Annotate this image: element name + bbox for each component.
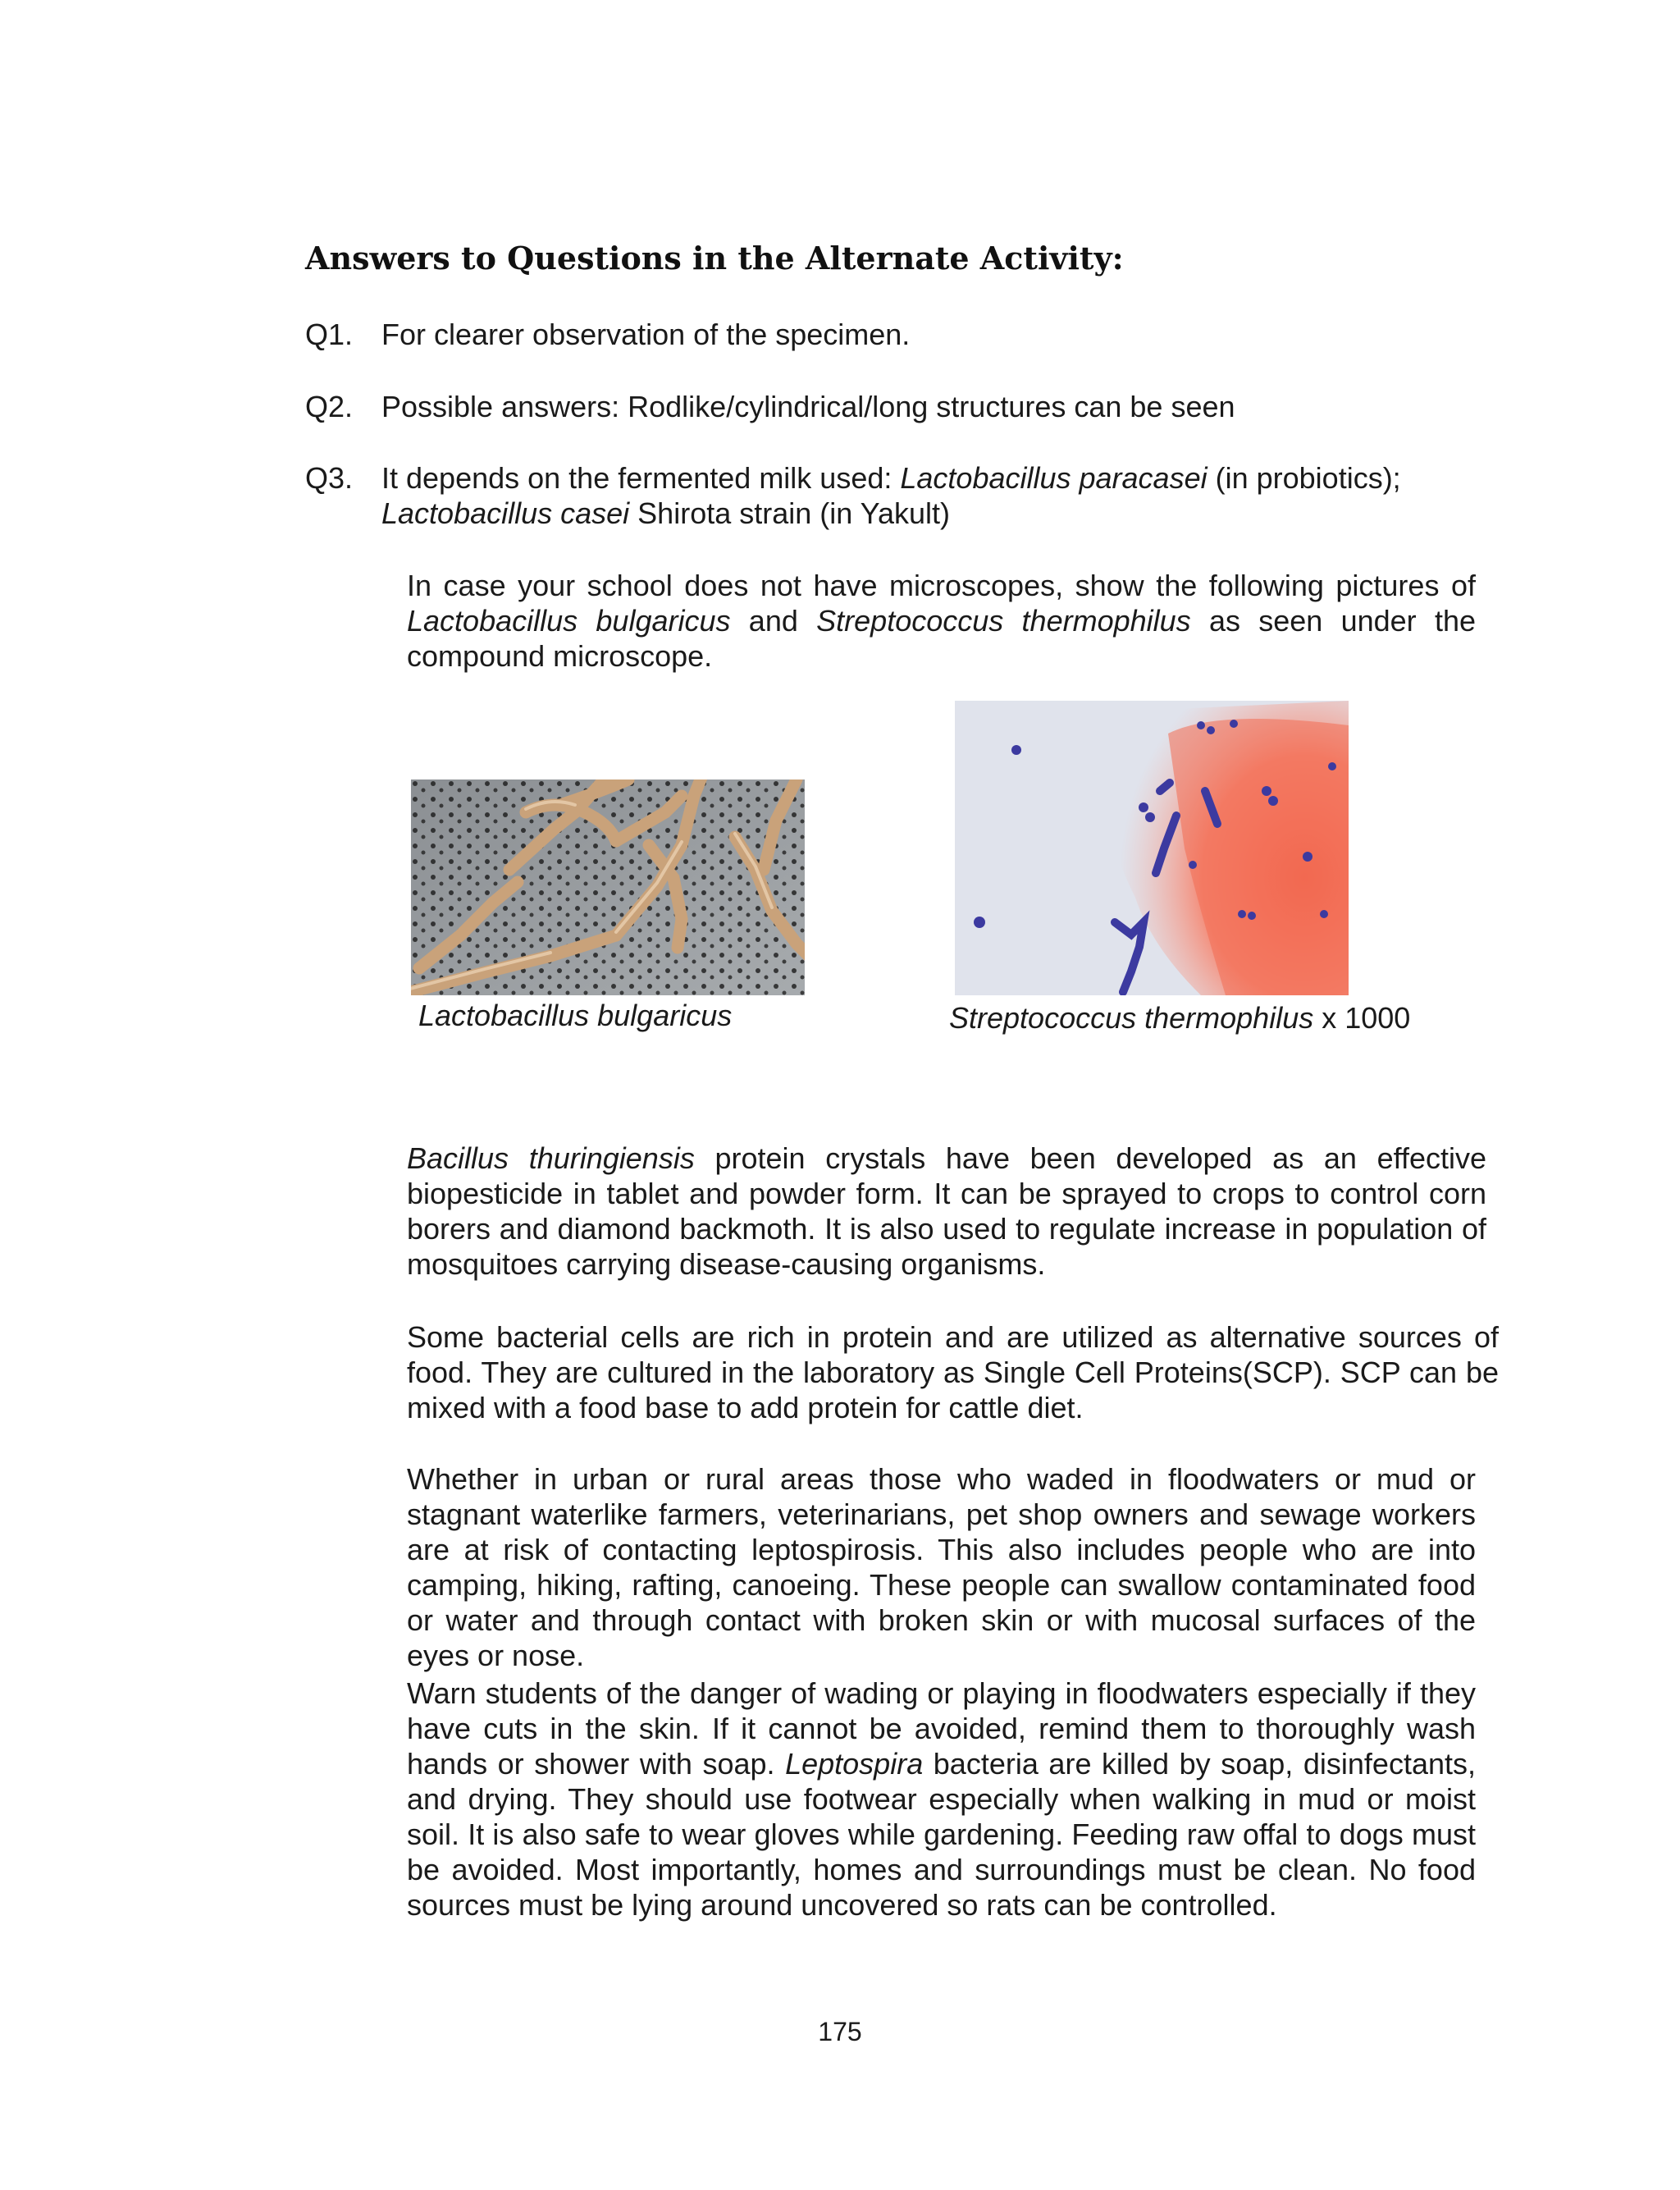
text-run: as seen under the compound microscope. [407, 604, 1477, 673]
species-name: Bacillus thuringiensis [407, 1141, 695, 1175]
text-run: bacteria are killed by soap, disinfectants, and drying. They should use footwear especially when walking in mud or moist soil. It is also safe to wear gloves while gardening. Feeding raw offal to dogs must be avoided. Most importantly, homes and surroundings must be clean. No food sources must be lying around uncovered so rats can be controlled. [407, 1747, 1476, 1922]
answer-text-part: Shirota strain (in Yakult) [629, 496, 951, 530]
text-run: In case your school does not have microscopes, show the following pictures of [407, 569, 1476, 602]
warning-paragraph [305, 1676, 1476, 1923]
answer-text-part: It depends on the fermented milk used: [381, 461, 901, 495]
intro-paragraph [305, 568, 1476, 674]
question-number: Q2. [305, 390, 354, 423]
streptococcus-micrograph [955, 701, 1349, 995]
answer-text-part: (in probiotics); [1207, 461, 1401, 495]
text-run: Some bacterial cells are rich in protein and are utilized as alternative sources of food. They are cultured in the laboratory as Single Cell Proteins(SCP). SCP can be mixed with a food base to add protein for cattle diet. [407, 1320, 1499, 1424]
text-run: and [730, 604, 817, 638]
answer-text [381, 460, 1680, 531]
caption-suffix: x 1000 [1313, 1001, 1411, 1035]
page-number: 175 [818, 2017, 862, 2046]
species-name: Leptospira [785, 1747, 924, 1781]
figure-caption-lactobacillus [418, 998, 732, 1033]
leptospirosis-paragraph [305, 1461, 1476, 1673]
species-name: Lactobacillus paracasei [900, 461, 1208, 495]
species-name: Lactobacillus casei [381, 496, 630, 530]
caption-species: Streptococcus thermophilus [949, 1001, 1314, 1035]
text-run: Whether in urban or rural areas those who waded in floodwaters or mud or stagnant waterlike farmers, veterinarians, pet shop owners and sewage workers are at risk of contacting leptospirosis. This also includes people who are into camping, hiking, rafting, canoeing. These people can swallow contaminated food or water and through contact with broken skin or with mucosal surfaces of the eyes or nose. [407, 1462, 1476, 1672]
figure-caption-streptococcus [949, 1000, 1410, 1036]
streptococcus-image [955, 701, 1349, 995]
text-run: protein crystals have been developed as an effective biopesticide in tablet and powder form. It can be sprayed to crops to control corn borers and diamond backmoth. It is also used to regulate increase in population of mosquitoes carrying disease-causing organisms. [407, 1141, 1486, 1281]
species-name: Streptococcus thermophilus [816, 604, 1191, 638]
text-run: Warn students of the danger of wading or playing in floodwaters especially if they have cuts in the skin. If it cannot be avoided, remind them to thoroughly wash hands or shower with soap. [407, 1676, 1476, 1781]
question-number: Q3. [305, 461, 354, 495]
question-number: Q1. [305, 318, 354, 351]
caption-species: Lactobacillus bulgaricus [418, 999, 733, 1032]
species-name: Lactobacillus bulgaricus [407, 604, 731, 638]
answer-text: For clearer observation of the specimen. [381, 318, 911, 351]
answer-text: Possible answers: Rodlike/cylindrical/long structures can be seen [381, 390, 1235, 423]
bt-paragraph [305, 1141, 1486, 1282]
lactobacillus-image [411, 780, 805, 995]
scp-paragraph [305, 1319, 1499, 1425]
section-heading: Answers to Questions in the Alternate Activity: [305, 240, 1124, 277]
lactobacillus-micrograph [411, 780, 805, 995]
